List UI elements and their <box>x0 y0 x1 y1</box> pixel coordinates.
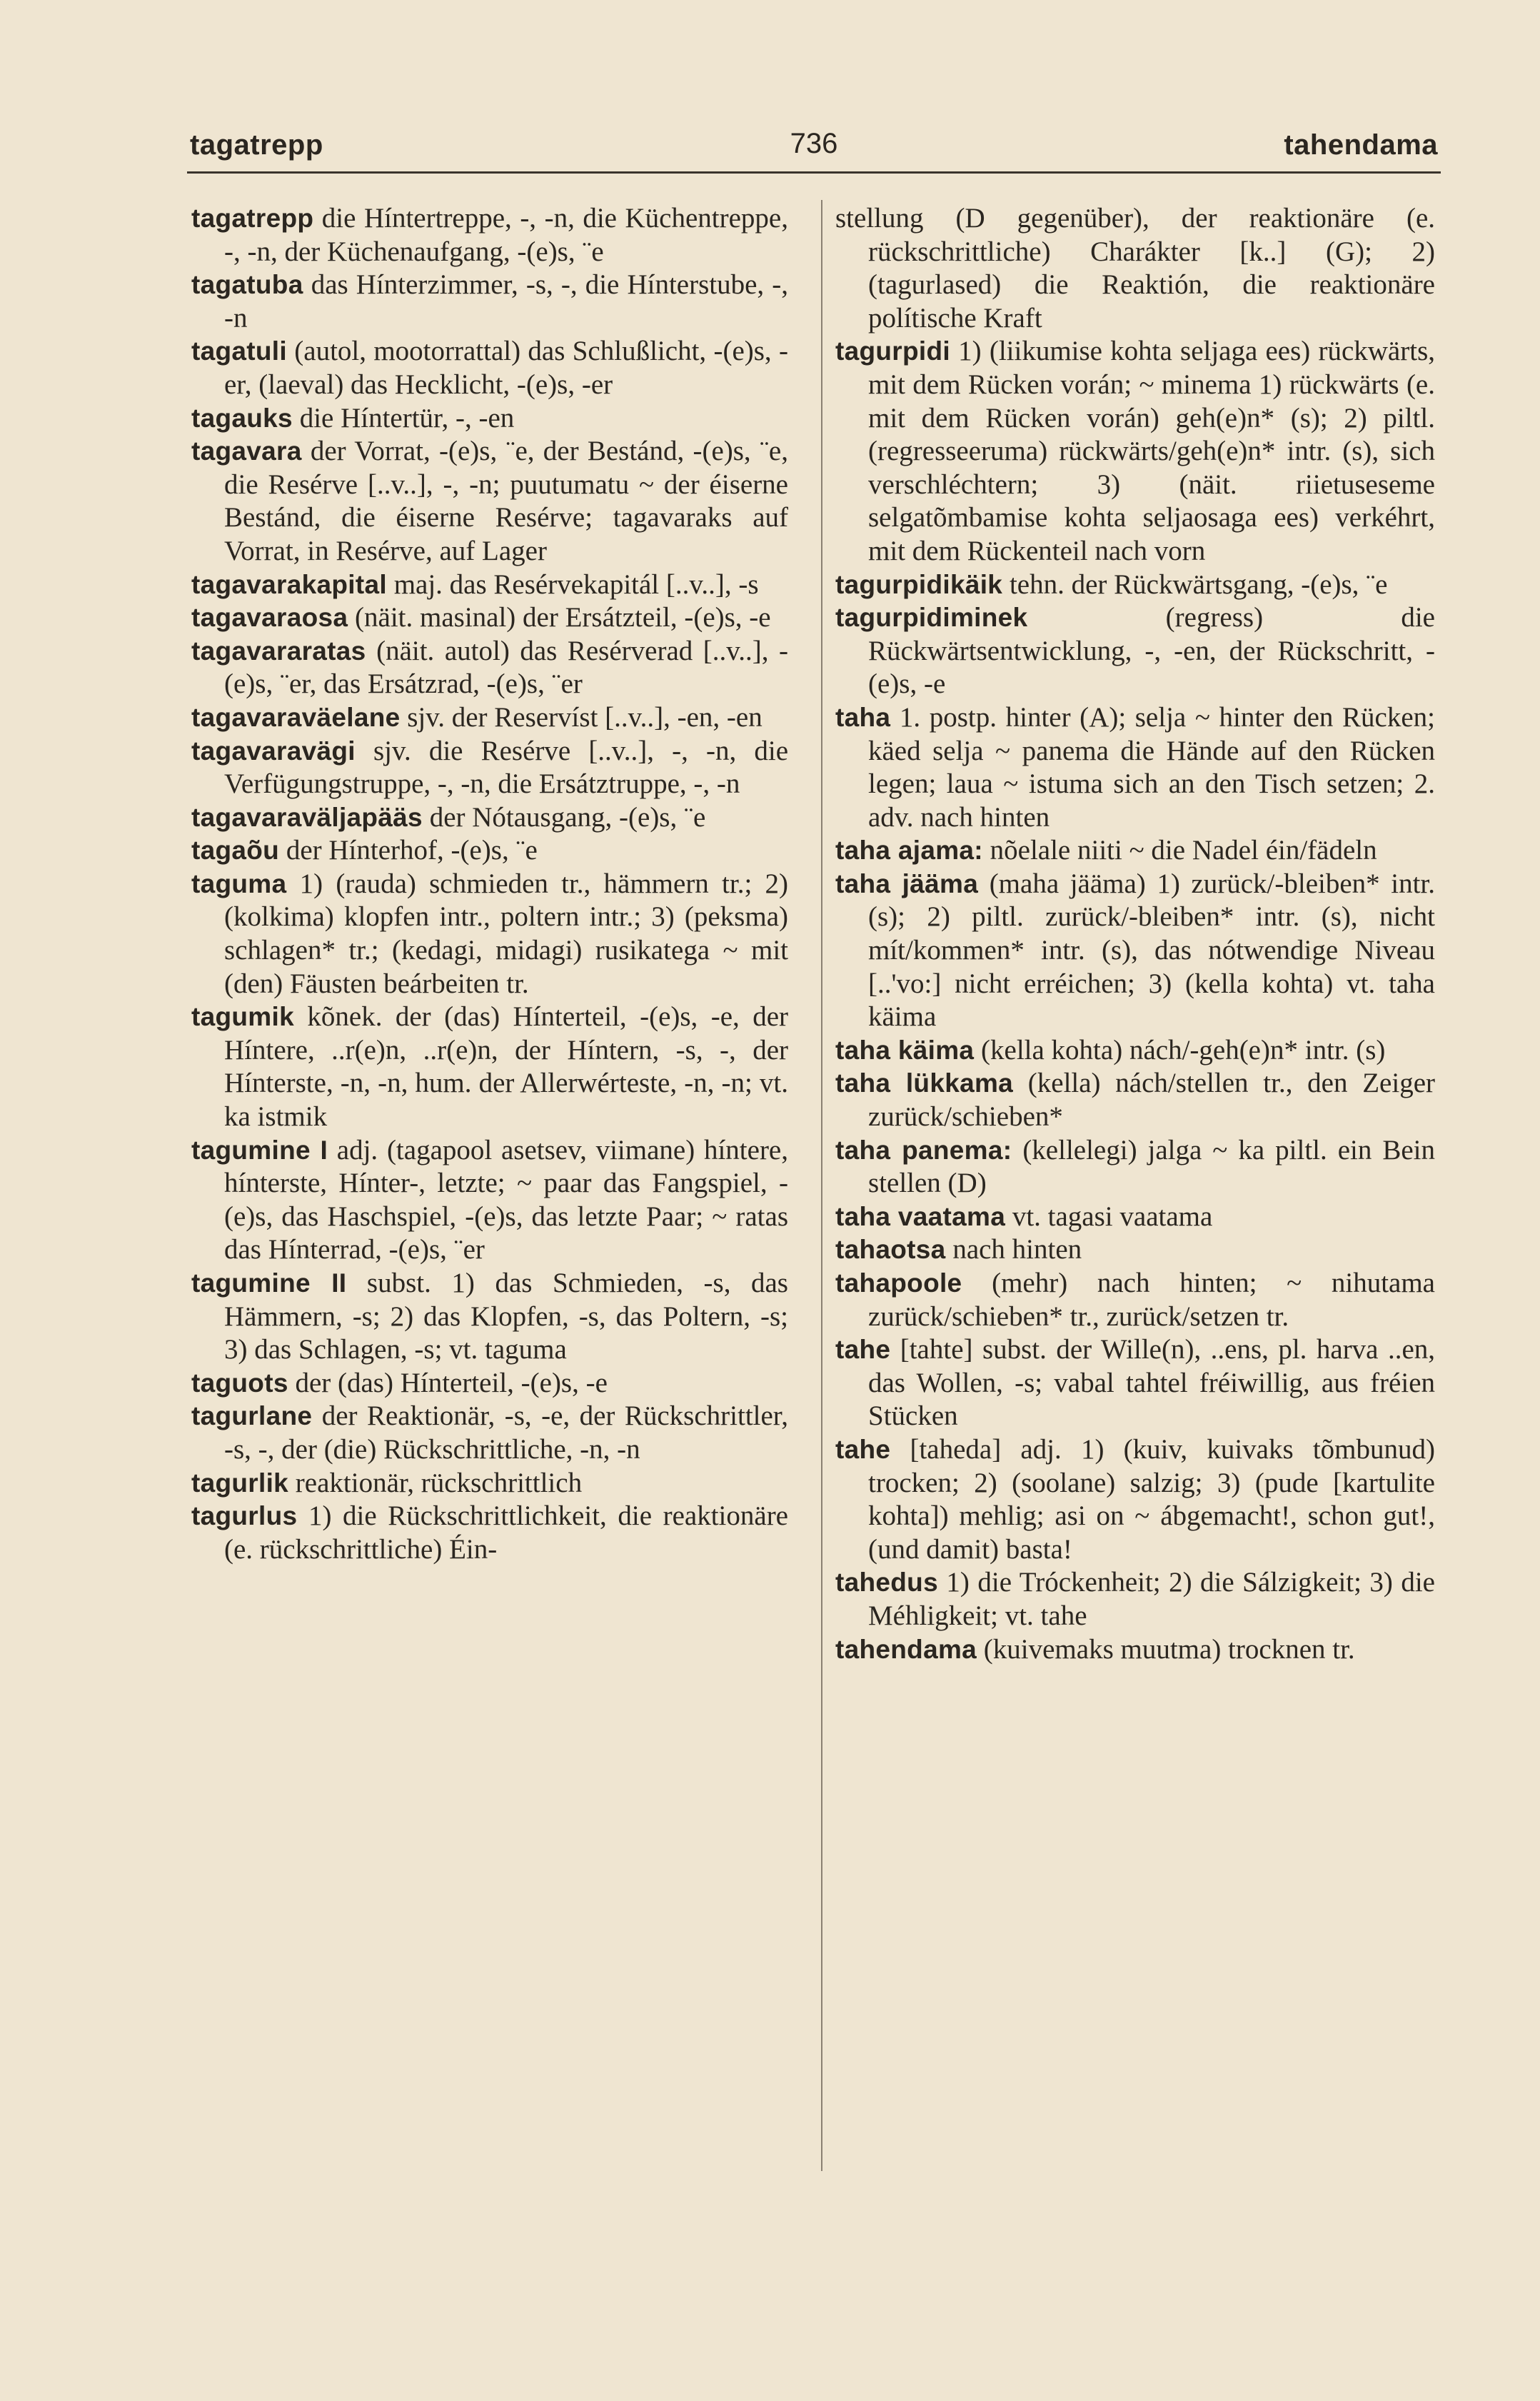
entry-text: (regress) die Rückwärtsentwicklung, -, -en, der Rückschritt, -(e)s, -e <box>868 602 1435 700</box>
entry-headword: tahendama <box>835 1634 977 1664</box>
dictionary-entry <box>191 701 788 735</box>
entry-text: sjv. die Resérve [..v..], -, -n, die Verfügungstruppe, -, -n, die Ersátztruppe, -, -n <box>224 735 788 800</box>
page-header <box>187 114 1441 174</box>
entry-headword: tahedus <box>835 1568 938 1598</box>
dictionary-entry <box>835 1566 1435 1633</box>
entry-headword: taguots <box>191 1368 288 1398</box>
entry-text: 1. postp. hinter (A); selja ~ hinter den Rücken; käed selja ~ panema die Hände auf den Rücken legen; laua ~ istuma sich an den Tisch setzen; 2. adv. nach hinten <box>868 701 1435 833</box>
dictionary-entry <box>835 1267 1435 1333</box>
entry-headword: tagurlus <box>191 1501 298 1531</box>
right-guideword: tahendama <box>1284 129 1438 161</box>
dictionary-entry <box>191 1500 788 1566</box>
entry-text: 1) (liikumise kohta seljaga ees) rückwärts, mit dem Rücken vorán; ~ minema 1) rückwärts (e. mit dem Rücken vorán) geh(e)n* (s); 2) piltl. (regresseeruma) rückwärts/geh(e)n* intr. (s), sich verschléchtern; 3) (näit. riietuseseme selgatõmbamise kohta seljaosaga ees) verkéhrt, mit dem Rückenteil nach vorn <box>868 336 1435 566</box>
dictionary-entry <box>191 801 788 835</box>
entry-headword: tahe <box>835 1335 891 1365</box>
entry-headword: tagavaravägi <box>191 736 356 766</box>
entry-text: nõelale niiti ~ die Nadel éin/fädeln <box>982 835 1377 866</box>
entry-headword: taguma <box>191 868 287 898</box>
entry-headword: taha ajama: <box>835 836 983 866</box>
dictionary-entry <box>191 1267 788 1367</box>
dictionary-entry <box>191 868 788 1001</box>
entry-headword: taha panema: <box>835 1135 1012 1165</box>
entry-text: (autol, mootorrattal) das Schlußlicht, -(e)s, -er, (laeval) das Hecklicht, -(e)s, -er <box>224 336 788 400</box>
entry-headword: tagauks <box>191 403 293 433</box>
entry-headword: tagavaraosa <box>191 603 348 633</box>
entry-headword: tagurlane <box>191 1401 313 1431</box>
dictionary-entry <box>835 1633 1435 1667</box>
entry-text: (kella kohta) nách/-geh(e)n* intr. (s) <box>974 1034 1386 1066</box>
dictionary-entry <box>835 1333 1435 1433</box>
entry-headword: taha <box>835 702 891 732</box>
entry-headword: tagatrepp <box>191 204 314 233</box>
dictionary-entry <box>835 1200 1435 1234</box>
entry-headword: tahaotsa <box>835 1235 946 1265</box>
entry-text: tehn. der Rückwärtsgang, -(e)s, ¨e <box>1002 568 1388 600</box>
entry-text: maj. das Resérvekapitál [..v..], -s <box>386 568 759 600</box>
entry-text: 1) die Rückschrittlichkeit, die reaktionäre (e. rückschrittliche) Éin- <box>224 1500 788 1565</box>
entry-text: [tahte] subst. der Wille(n), ..ens, pl. harva ..en, das Wollen, -s; vabal tahtel fréiwillig, aus fréien Stücken <box>868 1334 1435 1432</box>
entry-text: adj. (tagapool asetsev, viimane) híntere, hínterste, Hínter-, letzte; ~ paar das Fangspiel, -(e)s, das Haschspiel, -(e)s, das letzte Paar; ~ ratas das Hínterrad, -(e)s, ¨er <box>224 1134 788 1265</box>
entry-text: der Vorrat, -(e)s, ¨e, der Bestánd, -(e)s, ¨e, die Resérve [..v..], -, -n; puutumatu ~ der éiserne Bestánd, die éiserne Resérve; tagavaraks auf Vorrat, in Resérve, auf Lager <box>224 436 788 566</box>
entry-text: subst. 1) das Schmieden, -s, das Hämmern, -s; 2) das Klopfen, -s, das Poltern, -s; 3) das Schlagen, -s; vt. taguma <box>224 1268 788 1365</box>
entry-text: (mehr) nach hinten; ~ nihutama zurück/schieben* tr., zurück/setzen tr. <box>868 1268 1435 1332</box>
dictionary-entry <box>835 568 1435 602</box>
entry-headword: tagurpidi <box>835 336 950 366</box>
entry-text: stellung (D gegenüber), der reaktionäre (e. rückschrittliche) Charákter [k..] (G); 2) (tagurlased) die Reaktión, die reaktionäre polítische Kraft <box>835 203 1435 334</box>
left-column <box>191 202 788 1566</box>
dictionary-entry <box>191 402 788 436</box>
entry-text: (näit. masinal) der Ersátzteil, -(e)s, -e <box>348 602 771 633</box>
entry-text: die Híntertür, -, -en <box>292 402 515 433</box>
dictionary-entry <box>835 1233 1435 1267</box>
dictionary-entry <box>191 568 788 602</box>
entry-headword: taha vaatama <box>835 1201 1006 1231</box>
entry-text: (kella) nách/stellen tr., den Zeiger zurück/schieben* <box>868 1068 1435 1133</box>
entry-headword: tagurpidikäik <box>835 569 1003 599</box>
entry-text: (maha jääma) 1) zurück/-bleiben* intr. (s); 2) piltl. zurück/-bleiben* intr. (s), nicht mít/kommen* intr. (s), das nótwendige Niveau [..'vo:] nicht erréichen; 3) (kella kohta) vt. taha käima <box>868 868 1435 1033</box>
entry-text: sjv. der Reservíst [..v..], -en, -en <box>400 701 763 733</box>
entry-headword: tagavara <box>191 436 302 466</box>
entry-headword: tagurpidiminek <box>835 603 1028 633</box>
dictionary-entry <box>191 1134 788 1267</box>
dictionary-entry <box>191 834 788 868</box>
dictionary-entry <box>835 834 1435 868</box>
entry-headword: tagavaraväelane <box>191 702 401 732</box>
entry-headword: tagumine I <box>191 1135 328 1165</box>
entry-text: 1) die Tróckenheit; 2) die Sálzigkeit; 3) die Méhligkeit; vt. tahe <box>868 1567 1435 1631</box>
right-column <box>835 202 1435 1666</box>
entry-text: (kellelegi) jalga ~ ka piltl. ein Bein stellen (D) <box>868 1134 1435 1199</box>
dictionary-entry <box>835 1034 1435 1068</box>
entry-headword: tagumik <box>191 1002 294 1032</box>
entry-text: (kuivemaks muutma) trocknen tr. <box>977 1633 1355 1665</box>
entry-text: reaktionär, rückschrittlich <box>288 1467 583 1498</box>
dictionary-entry <box>191 269 788 335</box>
dictionary-entry <box>835 202 1435 335</box>
column-divider <box>821 200 822 2171</box>
entry-text: der Reaktionär, -s, -e, der Rückschrittler, -s, -, der (die) Rückschrittliche, -n, -n <box>224 1400 788 1465</box>
dictionary-entry <box>191 635 788 701</box>
entry-headword: tagatuba <box>191 270 303 300</box>
dictionary-entry <box>835 601 1435 701</box>
dictionary-entry <box>835 1433 1435 1566</box>
dictionary-entry <box>191 435 788 568</box>
entry-headword: taha lükkama <box>835 1068 1014 1098</box>
entry-headword: taha jääma <box>835 868 979 898</box>
entry-text: der Hínterhof, -(e)s, ¨e <box>279 835 538 866</box>
entry-headword: tagavararatas <box>191 636 366 666</box>
left-guideword: tagatrepp <box>190 129 323 161</box>
entry-headword: tagurlik <box>191 1468 289 1498</box>
dictionary-entry <box>835 1067 1435 1133</box>
entry-text: das Hínterzimmer, -s, -, die Hínterstube, -, -n <box>224 269 788 334</box>
dictionary-entry <box>191 735 788 801</box>
entry-text: kõnek. der (das) Hínterteil, -(e)s, -e, der Híntere, ..r(e)n, ..r(e)n, der Híntern, -s, -, der Hínterste, -n, -n, hum. der Allerwérteste, -n, -n; vt. ka istmik <box>224 1001 788 1133</box>
entry-text: der (das) Hínterteil, -(e)s, -e <box>288 1367 608 1398</box>
entry-text: (näit. autol) das Resérverad [..v..], -(e)s, ¨er, das Ersátzrad, -(e)s, ¨er <box>224 635 788 700</box>
dictionary-entry <box>191 202 788 269</box>
entry-text: 1) (rauda) schmieden tr., hämmern tr.; 2) (kolkima) klopfen intr., poltern intr.; 3) (peksma) schlagen* tr.; (kedagi, midagi) rusikatega ~ mit (den) Fäusten beárbeiten tr. <box>224 868 788 999</box>
entry-headword: tahe <box>835 1434 891 1464</box>
page-number: 736 <box>790 128 838 159</box>
entry-headword: tagatuli <box>191 336 287 366</box>
entry-headword: tahapoole <box>835 1268 962 1298</box>
dictionary-entry <box>191 1400 788 1466</box>
entry-headword: tagavarakapital <box>191 569 387 599</box>
dictionary-entry <box>835 335 1435 568</box>
entry-headword: tagaõu <box>191 836 280 866</box>
entry-headword: tagavaraväljapääs <box>191 802 423 832</box>
dictionary-entry <box>835 1134 1435 1200</box>
dictionary-entry <box>835 701 1435 834</box>
dictionary-entry <box>191 335 788 401</box>
dictionary-entry <box>191 1467 788 1500</box>
dictionary-entry <box>191 1367 788 1400</box>
dictionary-entry <box>191 601 788 635</box>
dictionary-entry <box>835 868 1435 1034</box>
entry-text: die Híntertreppe, -, -n, die Küchentreppe, -, -n, der Küchenaufgang, -(e)s, ¨e <box>224 203 788 267</box>
entry-headword: taha käima <box>835 1035 975 1065</box>
entry-headword: tagumine II <box>191 1268 347 1298</box>
entry-text: nach hinten <box>945 1234 1082 1265</box>
entry-text: [taheda] adj. 1) (kuiv, kuivaks tõmbunud) trocken; 2) (soolane) salzig; 3) (pude [kartulite kohta]) mehlig; asi on ~ ábgemacht!, schon gut!, (und damit) basta! <box>868 1433 1435 1565</box>
dictionary-entry <box>191 1001 788 1133</box>
entry-text: vt. tagasi vaatama <box>1005 1200 1213 1232</box>
entry-text: der Nótausgang, -(e)s, ¨e <box>422 801 706 833</box>
